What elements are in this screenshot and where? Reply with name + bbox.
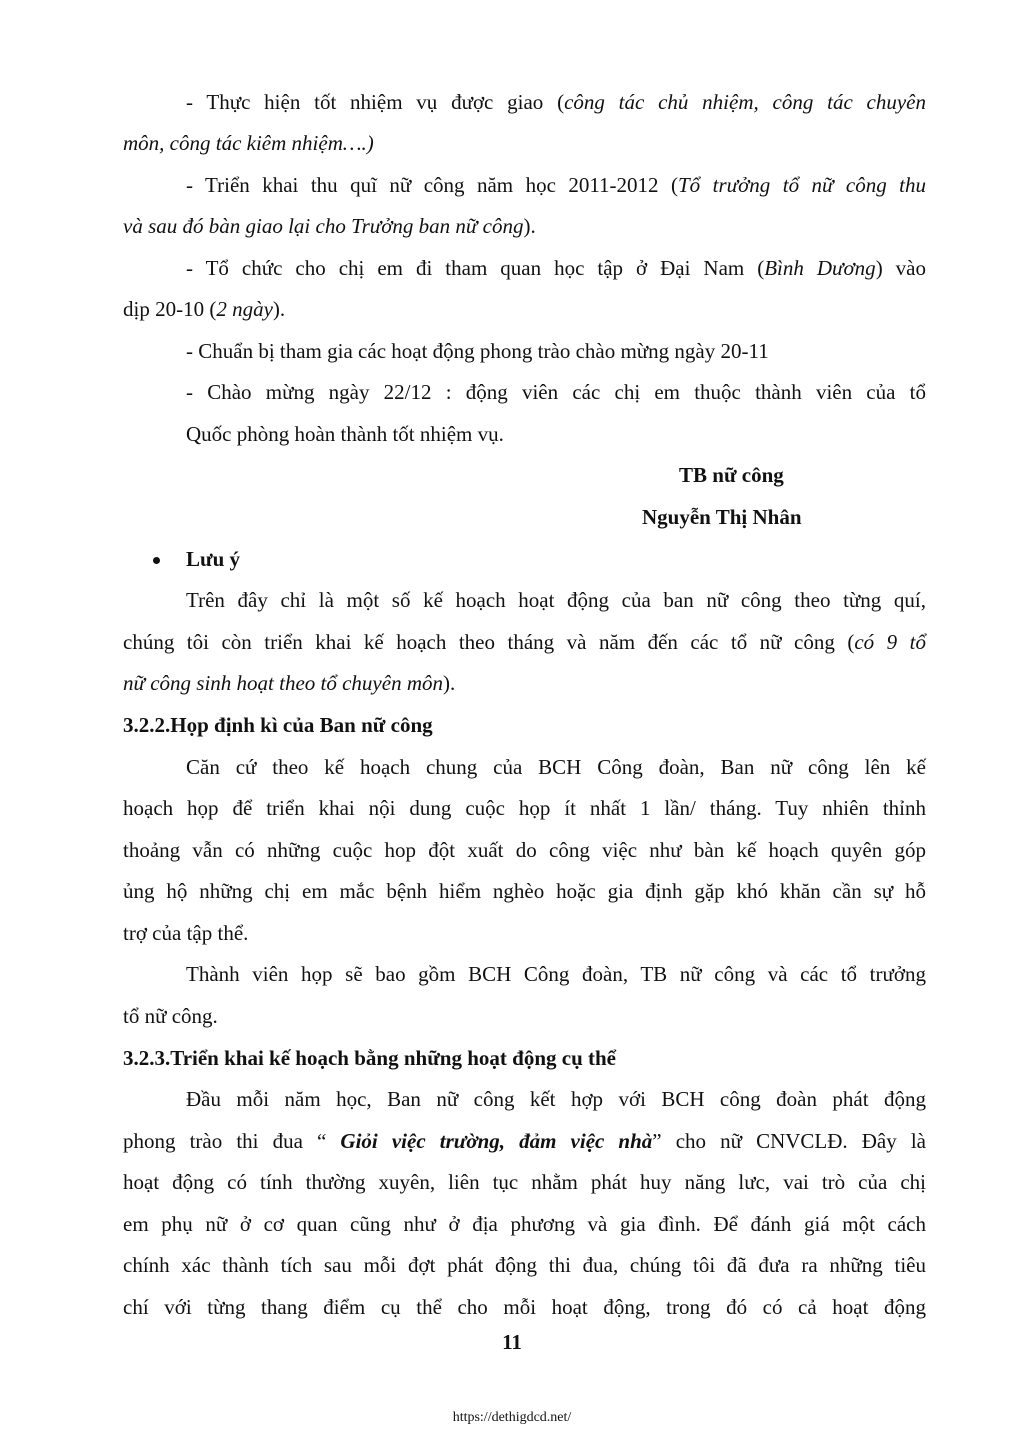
italic-run: 2 ngày [216,297,273,321]
italic-run: nữ công sinh hoạt theo tổ chuyên môn [123,671,443,695]
text-run: ). [272,297,286,321]
paragraph-line: hoạch họp để triển khai nội dung cuộc họp ít nhất 1 lần/ tháng. Tuy nhiên thỉnh [123,796,926,820]
text-run: ) vào [875,256,926,280]
text-run: ” cho nữ CNVCLĐ. Đây là [652,1129,926,1153]
signature-name: Nguyễn Thị Nhân [642,505,802,529]
italic-run: môn, công tác kiêm nhiệm….) [123,131,374,155]
text-run: chúng tôi còn triển khai kế hoạch theo tháng và năm đến các tổ nữ công ( [123,630,855,654]
signature-title: TB nữ công [679,463,784,487]
page-number: 11 [502,1330,522,1354]
text-run: ). [523,214,536,238]
paragraph-line: trợ của tập thể. [123,921,249,945]
bold-italic-run: Giỏi việc trường, đảm việc nhà [340,1129,653,1153]
paragraph-line: Thành viên họp sẽ bao gồm BCH Công đoàn, TB nữ công và các tổ trưởng [186,962,926,986]
paragraph-line [123,128,926,158]
paragraph-line [186,170,926,200]
paragraph-line: thoảng vẫn có những cuộc hop đột xuất do công việc như bàn kế hoạch quyên góp [123,838,926,862]
paragraph-line: tổ nữ công. [123,1004,218,1028]
paragraph-line [123,627,926,657]
paragraph-line: Trên đây chỉ là một số kế hoạch hoạt động của ban nữ công theo từng quí, [186,588,926,612]
paragraph-line [123,211,926,241]
bullet-icon [153,557,160,564]
paragraph-line: ủng hộ những chị em mắc bệnh hiểm nghèo hoặc gia định gặp khó khăn cần sự hỗ [123,879,926,903]
section-heading: 3.2.3.Triển khai kế hoạch bằng những hoạt động cụ thể [123,1046,616,1070]
paragraph-line: Đầu mỗi năm học, Ban nữ công kết hợp với BCH công đoàn phát động [186,1087,926,1111]
section-heading: 3.2.2.Họp định kì của Ban nữ công [123,713,433,737]
paragraph-line: - Chào mừng ngày 22/12 : động viên các chị em thuộc thành viên của tổ [186,380,926,404]
paragraph-line [123,668,926,698]
paragraph-line [123,294,926,324]
paragraph-line: Quốc phòng hoàn thành tốt nhiệm vụ. [186,422,504,446]
paragraph-line [186,253,926,283]
italic-run: Tổ trưởng tổ nữ công thu [678,173,927,197]
paragraph-line: chính xác thành tích sau mỗi đợt phát động thi đua, chúng tôi đã đưa ra những tiêu [123,1253,926,1277]
paragraph-line: chí với từng thang điểm cụ thể cho mỗi hoạt động, trong đó có cả hoạt động [123,1295,926,1319]
italic-run: Bình Dương [764,256,876,280]
text-run: phong trào thi đua “ [123,1129,341,1153]
note-heading: Lưu ý [186,547,241,571]
footer-url: https://dethigdcd.net/ [452,1410,572,1425]
text-run: - Thực hiện tốt nhiệm vụ được giao ( [186,90,565,114]
paragraph-line: Căn cứ theo kế hoạch chung của BCH Công đoàn, Ban nữ công lên kế [186,755,926,779]
paragraph-line [186,87,926,117]
italic-run: có 9 tổ [854,630,926,654]
text-run: - Tổ chức cho chị em đi tham quan học tập ở Đại Nam ( [186,256,765,280]
paragraph-line: hoạt động có tính thường xuyên, liên tục nhằm phát huy năng lưc, vai trò của chị [123,1170,926,1194]
paragraph-line [123,1126,926,1156]
italic-run: công tác chủ nhiệm, công tác chuyên [564,90,926,114]
text-run: dịp 20-10 ( [123,297,217,321]
paragraph-line: - Chuẩn bị tham gia các hoạt động phong trào chào mừng ngày 20-11 [186,339,769,363]
text-run: ). [442,671,456,695]
italic-run: và sau đó bàn giao lại cho Trưởng ban nữ công [123,214,524,238]
text-run: - Triển khai thu quĩ nữ công năm học 2011-2012 ( [186,173,678,197]
paragraph-line: em phụ nữ ở cơ quan cũng như ở địa phương và gia đình. Để đánh giá một cách [123,1212,926,1236]
